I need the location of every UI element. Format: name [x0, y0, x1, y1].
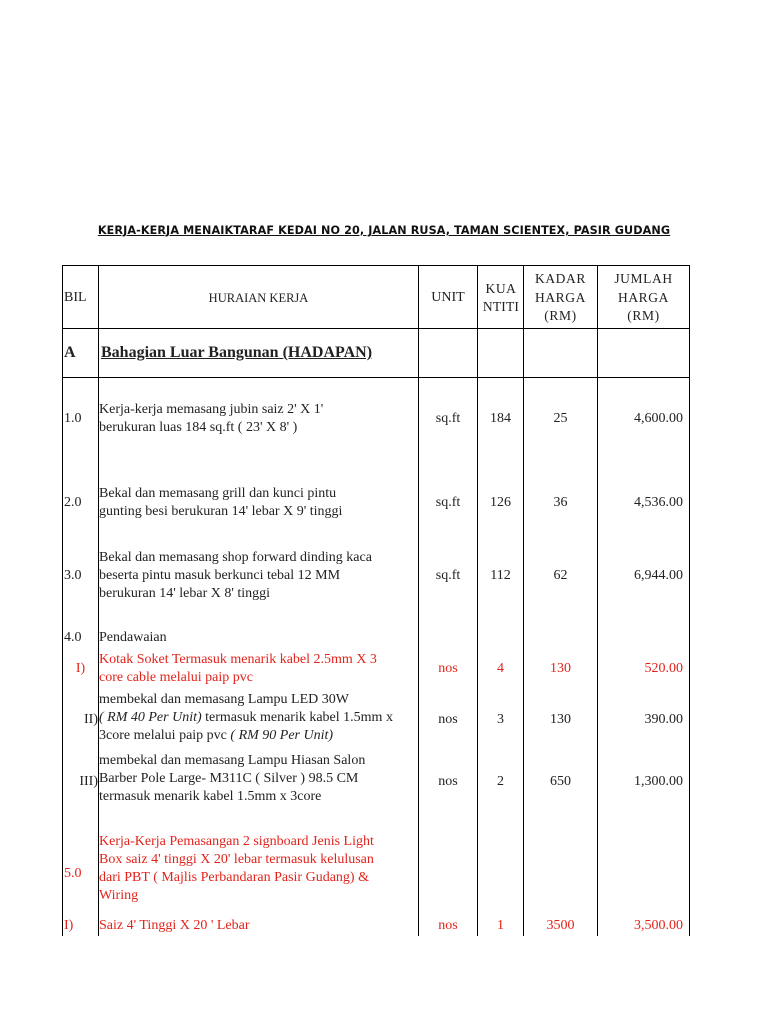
- row-bil: I): [75, 661, 86, 676]
- row-bil: 1.0: [64, 411, 82, 426]
- row-quantity: 4: [497, 661, 504, 676]
- row-description-line: Pendawaian: [99, 630, 167, 645]
- row-quantity: 1: [497, 918, 504, 933]
- row-description-line: core cable melalui paip pvc: [99, 670, 253, 685]
- row-bil: III): [79, 774, 98, 789]
- header-bil: BIL: [64, 290, 87, 305]
- row-bil: I): [64, 918, 74, 933]
- row-description-line: Kerja-Kerja Pemasangan 2 signboard Jenis Light: [99, 834, 374, 849]
- row-amount: 6,944.00: [634, 568, 683, 583]
- row-description-line: Kerja-kerja memasang jubin saiz 2' X 1': [99, 402, 324, 417]
- row-rate: 25: [553, 411, 568, 426]
- row-description-line: dari PBT ( Majlis Perbandaran Pasir Gudang) &: [99, 870, 369, 885]
- col-divider-kuantiti: [523, 266, 524, 936]
- header-kadar-1: KADAR: [534, 271, 586, 286]
- header-kadar-3: (RM): [544, 308, 577, 323]
- row-description-line: membekal dan memasang Lampu Hiasan Salon: [99, 753, 366, 768]
- row-bil: 3.0: [64, 568, 82, 583]
- header-unit: UNIT: [431, 290, 465, 305]
- header-kuantiti-1: KUA: [485, 281, 517, 296]
- row-description-text: termasuk menarik kabel 1.5mm x: [201, 710, 393, 725]
- row-description-line: gunting besi berukuran 14' lebar X 9' tinggi: [99, 504, 343, 519]
- section-label: A: [64, 344, 76, 361]
- row-bil: 4.0: [64, 630, 82, 645]
- row-unit: nos: [438, 712, 458, 727]
- header-kuantiti-2: NTITI: [482, 299, 520, 314]
- row-description-line: Bekal dan memasang shop forward dinding kaca: [99, 550, 372, 565]
- row-description-line: beserta pintu masuk berkunci tebal 12 MM: [99, 568, 341, 583]
- row-bil: II): [84, 712, 98, 727]
- row-unit: nos: [438, 661, 458, 676]
- row-rate: 130: [550, 661, 571, 676]
- unit-price-note: ( RM 90 Per Unit): [230, 728, 334, 743]
- row-rate: 130: [550, 712, 571, 727]
- row-unit: sq.ft: [435, 568, 461, 583]
- row-amount: 4,536.00: [634, 495, 683, 510]
- row-amount: 390.00: [644, 712, 683, 727]
- col-divider-kadar: [597, 266, 598, 936]
- header-huraian-kerja: HURAIAN KERJA: [208, 291, 309, 305]
- row-rate: 36: [553, 495, 568, 510]
- row-quantity: 3: [497, 712, 504, 727]
- row-description-line: termasuk menarik kabel 1.5mm x 3core: [99, 789, 322, 804]
- row-description-text: 3core melalui paip pvc: [99, 728, 231, 743]
- row-description-line: Bekal dan memasang grill dan kunci pintu: [99, 486, 337, 501]
- col-divider-right-edge: [689, 266, 690, 936]
- row-unit: nos: [438, 774, 458, 789]
- row-quantity: 2: [497, 774, 504, 789]
- col-divider-huraian: [418, 266, 419, 936]
- row-unit: nos: [438, 918, 458, 933]
- row-description-line: [99, 727, 333, 745]
- row-description-line: berukuran 14' lebar X 8' tinggi: [99, 586, 271, 601]
- row-description-line: berukuran luas 184 sq.ft ( 23' X 8' ): [99, 420, 298, 435]
- row-amount: 4,600.00: [634, 411, 683, 426]
- row-description-line: Kotak Soket Termasuk menarik kabel 2.5mm X 3: [99, 652, 377, 667]
- row-bil: 2.0: [64, 495, 82, 510]
- row-rate: 62: [553, 568, 568, 583]
- header-divider: [63, 328, 690, 329]
- document-title: KERJA-KERJA MENAIKTARAF KEDAI NO 20, JALAN RUSA, TAMAN SCIENTEX, PASIR GUDANG: [97, 224, 671, 237]
- unit-price-note: ( RM 40 Per Unit): [99, 710, 202, 725]
- header-jumlah-2: HARGA: [617, 290, 669, 305]
- row-description-line: Barber Pole Large- M311C ( Silver ) 98.5 CM: [99, 771, 359, 786]
- header-jumlah-3: (RM): [627, 308, 660, 323]
- row-description-line: Box saiz 4' tinggi X 20' lebar termasuk kelulusan: [99, 852, 374, 867]
- row-description-line: Wiring: [99, 888, 139, 903]
- row-quantity: 184: [490, 411, 511, 426]
- row-quantity: 112: [490, 568, 511, 583]
- header-kadar-2: HARGA: [534, 290, 586, 305]
- row-amount: 1,300.00: [634, 774, 683, 789]
- row-amount: 3,500.00: [634, 918, 683, 933]
- row-description-line: membekal dan memasang Lampu LED 30W: [99, 692, 349, 707]
- row-amount: 520.00: [644, 661, 683, 676]
- row-description-line: [99, 709, 393, 727]
- row-rate: 650: [550, 774, 571, 789]
- row-description-line: Saiz 4' Tinggi X 20 ' Lebar: [99, 918, 250, 933]
- row-unit: sq.ft: [435, 411, 461, 426]
- row-quantity: 126: [490, 495, 511, 510]
- row-rate: 3500: [546, 918, 575, 933]
- bill-of-quantities-table: [62, 265, 690, 936]
- section-divider: [63, 377, 690, 378]
- row-unit: sq.ft: [435, 495, 461, 510]
- row-bil: 5.0: [64, 866, 82, 881]
- col-divider-unit: [477, 266, 478, 936]
- header-jumlah-1: JUMLAH: [614, 271, 673, 286]
- section-title: Bahagian Luar Bangunan (HADAPAN): [101, 344, 373, 361]
